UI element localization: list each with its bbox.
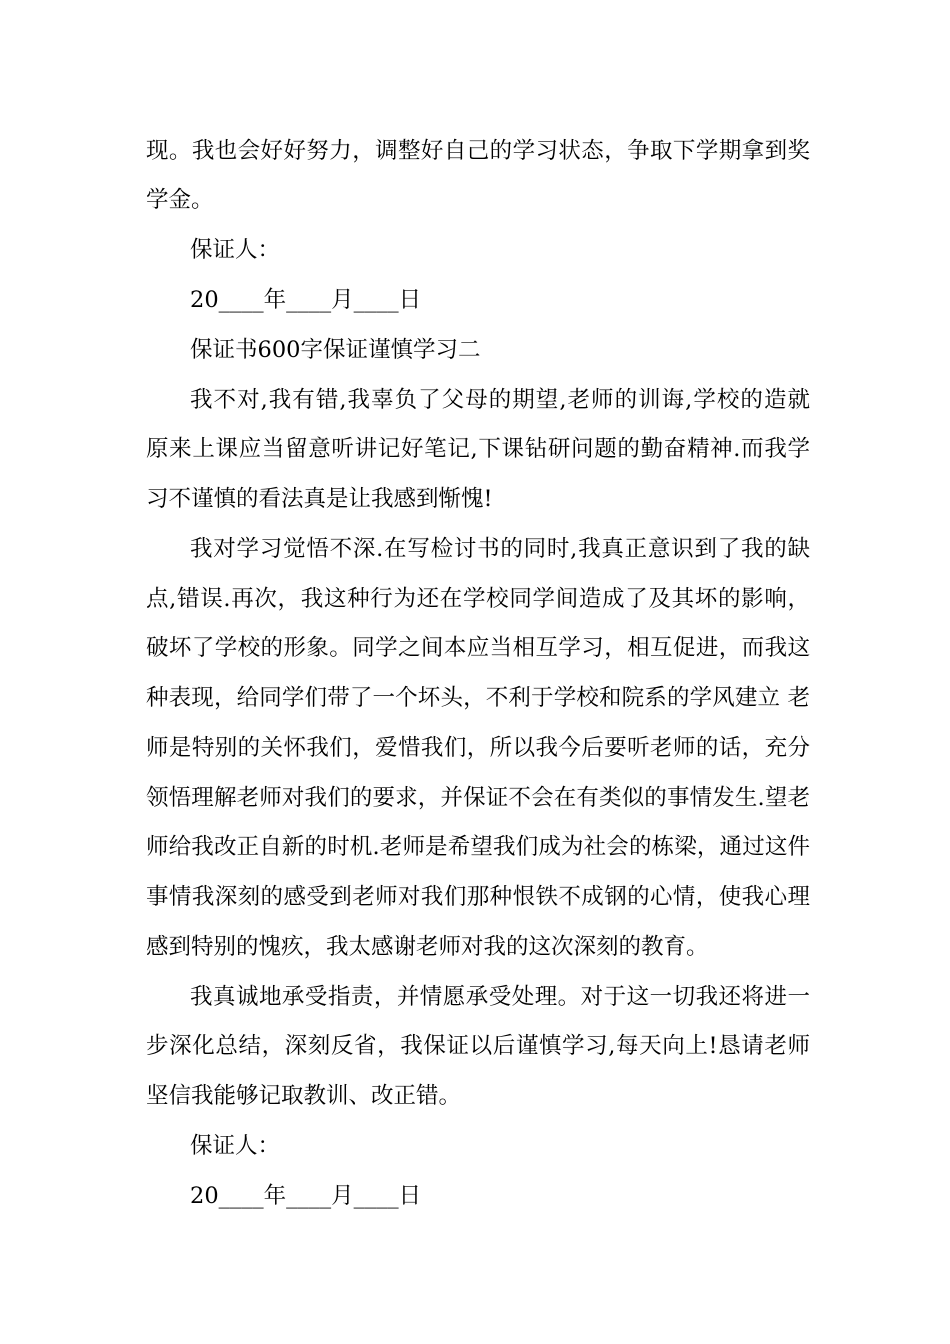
text-line-15: 师给我改正自新的时机.老师是希望我们成为社会的栋梁，通过这件 — [146, 834, 810, 860]
signer-label: 保证人： — [190, 237, 281, 263]
text-line-2: 学金。 — [146, 187, 214, 213]
text-line-19: 步深化总结，深刻反省，我保证以后谨慎学习,每天向上!恳请老师 — [146, 1033, 810, 1059]
text-line-8: 习不谨慎的看法真是让我感到惭愧! — [146, 486, 493, 512]
section-title: 保证书600字保证谨慎学习二 — [190, 337, 481, 363]
signer-label-2: 保证人： — [190, 1133, 281, 1159]
text-line-16: 事情我深刻的感受到老师对我们那种恨铁不成钢的心情，使我心理 — [146, 884, 810, 910]
text-line-7: 原来上课应当留意听讲记好笔记,下课钻研问题的勤奋精神.而我学 — [146, 436, 810, 462]
text-line-10: 点,错误.再次，我这种行为还在学校同学间造成了及其坏的影响， — [146, 586, 810, 612]
text-line-9: 我对学习觉悟不深.在写检讨书的同时,我真正意识到了我的缺 — [190, 536, 810, 562]
text-line-17: 感到特别的愧疚，我太感谢老师对我的这次深刻的教育。 — [146, 934, 709, 960]
text-line-13: 师是特别的关怀我们，爱惜我们，所以我今后要听老师的话，充分 — [146, 735, 810, 761]
text-line-11: 破坏了学校的形象。同学之间本应当相互学习，相互促进，而我这 — [146, 635, 810, 661]
date-line-2: 20____年____月____日 — [190, 1183, 422, 1209]
text-line-18: 我真诚地承受指责，并情愿承受处理。对于这一切我还将进一 — [190, 984, 810, 1010]
text-line-6: 我不对,我有错,我辜负了父母的期望,老师的训诲,学校的造就 — [190, 387, 810, 413]
text-line-20: 坚信我能够记取教训、改正错。 — [146, 1083, 462, 1109]
text-line-1: 现。我也会好好努力，调整好自己的学习状态，争取下学期拿到奖 — [146, 138, 810, 164]
date-line: 20____年____月____日 — [190, 287, 422, 313]
text-line-14: 领悟理解老师对我们的要求，并保证不会在有类似的事情发生.望老 — [146, 785, 810, 811]
text-line-12: 种表现，给同学们带了一个坏头，不利于学校和院系的学风建立 老 — [146, 685, 810, 711]
